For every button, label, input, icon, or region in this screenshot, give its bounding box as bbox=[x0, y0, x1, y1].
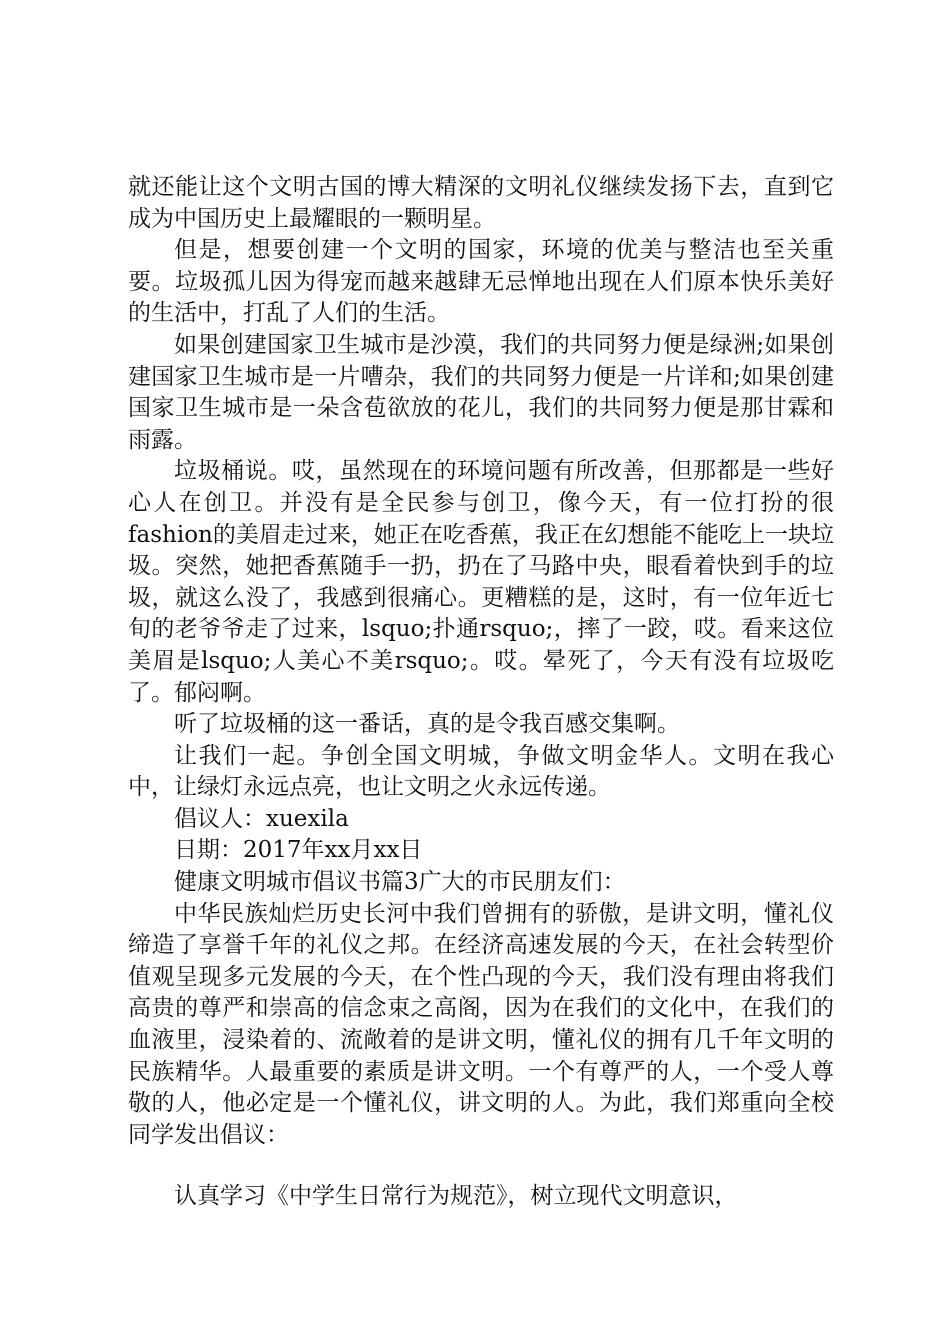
initiator-line: 倡议人：xuexila bbox=[174, 805, 349, 832]
paragraph-2: 但是，想要创建一个文明的国家，环境的优美与整洁也至关重要。垃圾孤儿因为得宠而越来越肆无忌惮地出现在人们原本快乐美好的生活中，打乱了人们的生活。 bbox=[128, 237, 834, 327]
paragraph-8: 认真学习《中学生日常行为规范》，树立现代文明意识， bbox=[174, 1183, 738, 1210]
section-heading: 健康文明城市倡议书篇3广大的市民朋友们： bbox=[174, 869, 626, 896]
paragraph-6: 让我们一起。争创全国文明城，争做文明金华人。文明在我心中，让绿灯永远点亮，也让文明之火永远传递。 bbox=[128, 742, 834, 801]
paragraph-5: 听了垃圾桶的这一番话，真的是令我百感交集啊。 bbox=[174, 711, 680, 738]
document-page bbox=[128, 172, 834, 1213]
paragraph-4: 垃圾桶说。哎，虽然现在的环境问题有所改善，但那都是一些好心人在创卫。并没有是全民参与创卫，像今天，有一位打扮的很fashion的美眉走过来，她正在吃香蕉，我正在幻想能不能吃上一块垃圾。突然，她把香蕉随手一扔，扔在了马路中央，眼看着快到手的垃圾，就这么没了，我感到很痛心。更糟糕的是，这时，有一位年近七旬的老爷爷走了过来，lsquo;扑通rsquo;，摔了一跤，哎。看来这位美眉是lsquo;人美心不美rsquo;。哎。晕死了，今天有没有垃圾吃了。郁闷啊。 bbox=[128, 458, 834, 706]
paragraph-3: 如果创建国家卫生城市是沙漠，我们的共同努力便是绿洲;如果创建国家卫生城市是一片嘈杂，我们的共同努力便是一片详和;如果创建国家卫生城市是一朵含苞欲放的花儿，我们的共同努力便是那甘霖和雨露。 bbox=[128, 331, 834, 453]
date-line: 日期：2017年xx月xx日 bbox=[174, 837, 423, 864]
paragraph-1: 就还能让这个文明古国的博大精深的文明礼仪继续发扬下去，直到它成为中国历史上最耀眼的一颗明星。 bbox=[128, 174, 834, 232]
paragraph-7: 中华民族灿烂历史长河中我们曾拥有的骄傲，是讲文明，懂礼仪缔造了享誉千年的礼仪之邦。在经济高速发展的今天，在社会转型价值观呈现多元发展的今天，在个性凸现的今天，我们没有理由将我们高贵的尊严和崇高的信念束之高阁，因为在我们的文化中，在我们的血液里，浸染着的、流敞着的是讲文明，懂礼仪的拥有几千年文明的民族精华。人最重要的素质是讲文明。一个有尊严的人，一个受人尊敬的人，他必定是一个懂礼仪，讲文明的人。为此，我们郑重向全校同学发出倡议： bbox=[128, 900, 834, 1148]
